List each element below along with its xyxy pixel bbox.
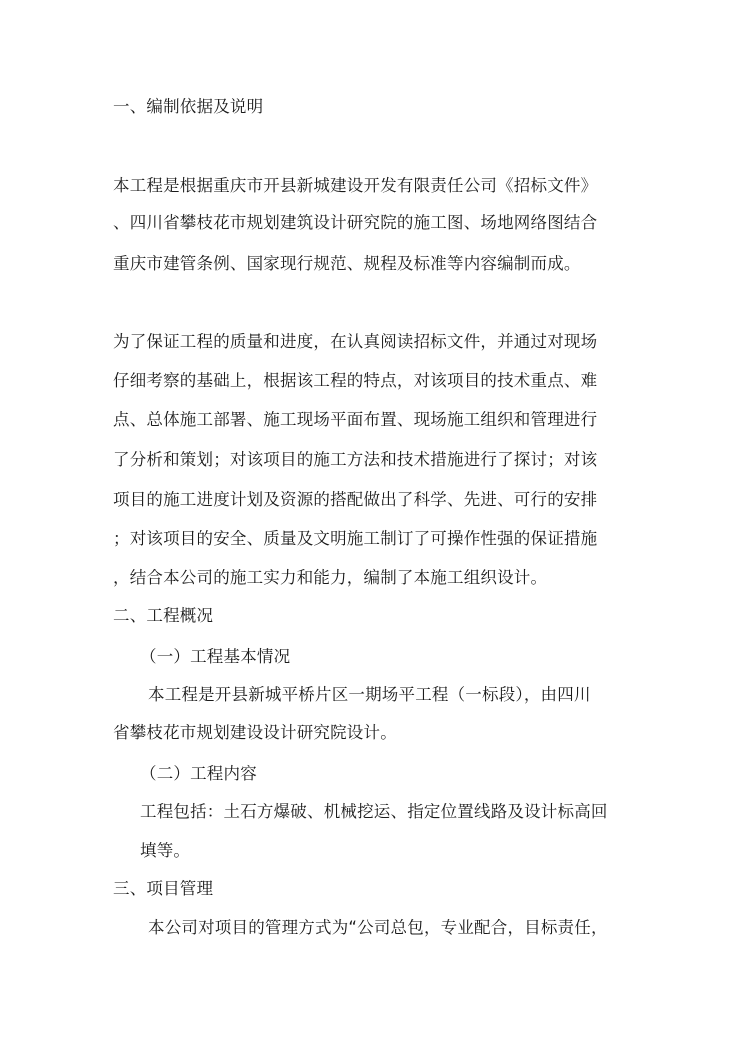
section1-para1-line3: 重庆市建管条例、国家现行规范、规程及标准等内容编制而成。 bbox=[113, 254, 581, 273]
section1-heading: 一、编制依据及说明 bbox=[113, 97, 264, 116]
section2-heading: 二、工程概况 bbox=[113, 606, 214, 625]
section1-para2-line6: ；对该项目的安全、质量及文明施工制订了可操作性强的保证措施 bbox=[113, 529, 598, 548]
section1-para2-line4: 了分析和策划；对该项目的施工方法和技术措施进行了探讨；对该 bbox=[113, 450, 598, 469]
section2-sub2-line2: 填等。 bbox=[140, 841, 191, 860]
section1-para2-line5: 项目的施工进度计划及资源的搭配做出了科学、先进、可行的安排 bbox=[113, 490, 598, 509]
section2-sub1-line2: 省攀枝花市规划建设设计研究院设计。 bbox=[113, 723, 397, 742]
section2-sub2-heading: （二）工程内容 bbox=[140, 764, 257, 783]
section2-sub1-line1: 本工程是开县新城平桥片区一期场平工程（一标段），由四川 bbox=[148, 685, 591, 704]
section2-sub2-line1: 工程包括：土石方爆破、机械挖运、指定位置线路及设计标高回 bbox=[140, 802, 608, 821]
section3-line1: 本公司对项目的管理方式为“公司总包，专业配合，目标责任， bbox=[148, 918, 608, 937]
section1-para1-line1: 本工程是根据重庆市开县新城建设开发有限责任公司《招标文件》 bbox=[113, 176, 598, 195]
section1-para2-line7: ，结合本公司的施工实力和能力，编制了本施工组织设计。 bbox=[113, 568, 548, 587]
section1-para2-line1: 为了保证工程的质量和进度，在认真阅读招标文件，并通过对现场 bbox=[113, 332, 598, 351]
section1-para1-line2: 、四川省攀枝花市规划建筑设计研究院的施工图、场地网络图结合 bbox=[113, 213, 598, 232]
section1-para2-line2: 仔细考察的基础上，根据该工程的特点，对该项目的技术重点、难 bbox=[113, 371, 598, 390]
section2-sub1-heading: （一）工程基本情况 bbox=[140, 647, 291, 666]
section3-heading: 三、项目管理 bbox=[113, 879, 214, 898]
section1-para2-line3: 点、总体施工部署、施工现场平面布置、现场施工组织和管理进行 bbox=[113, 410, 598, 429]
